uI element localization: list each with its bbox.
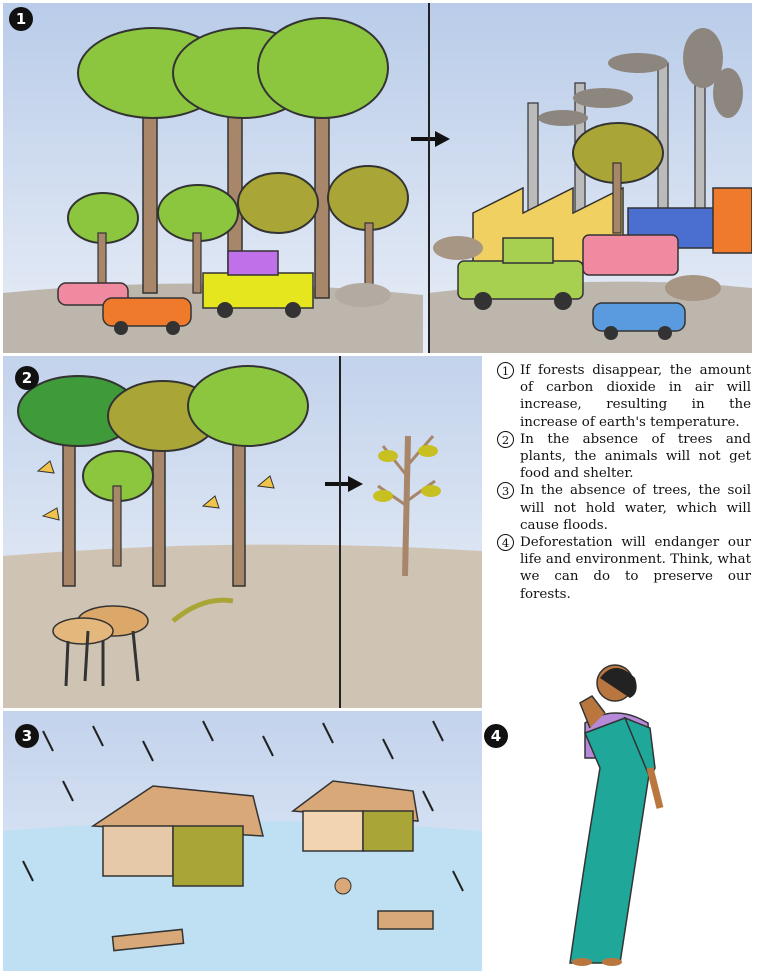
caption-item [497,362,751,431]
panel-number-badge: 2 [15,366,39,390]
caption-list [497,362,751,603]
flood-illustration [3,711,482,971]
caption-number: 2 [497,431,514,448]
caption-item [497,534,751,603]
caption-item [497,482,751,534]
caption-number: 4 [497,534,514,551]
caption-text: In the absence of trees and plants, the animals will not get food and shelter. [520,431,751,482]
panel2-divider [339,356,341,708]
panel-number-badge: 4 [484,724,508,748]
panel-number-badge: 3 [15,724,39,748]
caption-number: 3 [497,482,514,499]
caption-number: 1 [497,362,514,379]
panel1-divider [428,3,430,353]
panel-flood [3,711,482,971]
animals-habitat-illustration [3,356,482,708]
caption-text: If forests disappear, the amount of carbon dioxide in air will increase, resulting in the increase of earth's temperature. [520,363,751,430]
caption-text: In the absence of trees, the soil will not hold water, which will cause floods. [520,483,751,533]
forest-to-factory-illustration [3,3,752,353]
panel-forest-to-factory [3,3,752,353]
panel-animals-habitat [3,356,482,708]
worried-woman-illustration [530,658,690,968]
caption-text: Deforestation will endanger our life and environment. Think, what we can do to preserve our forests. [520,535,751,602]
caption-item [497,431,751,483]
panel-worried-woman [530,658,690,968]
panel-number-badge: 1 [9,7,33,31]
